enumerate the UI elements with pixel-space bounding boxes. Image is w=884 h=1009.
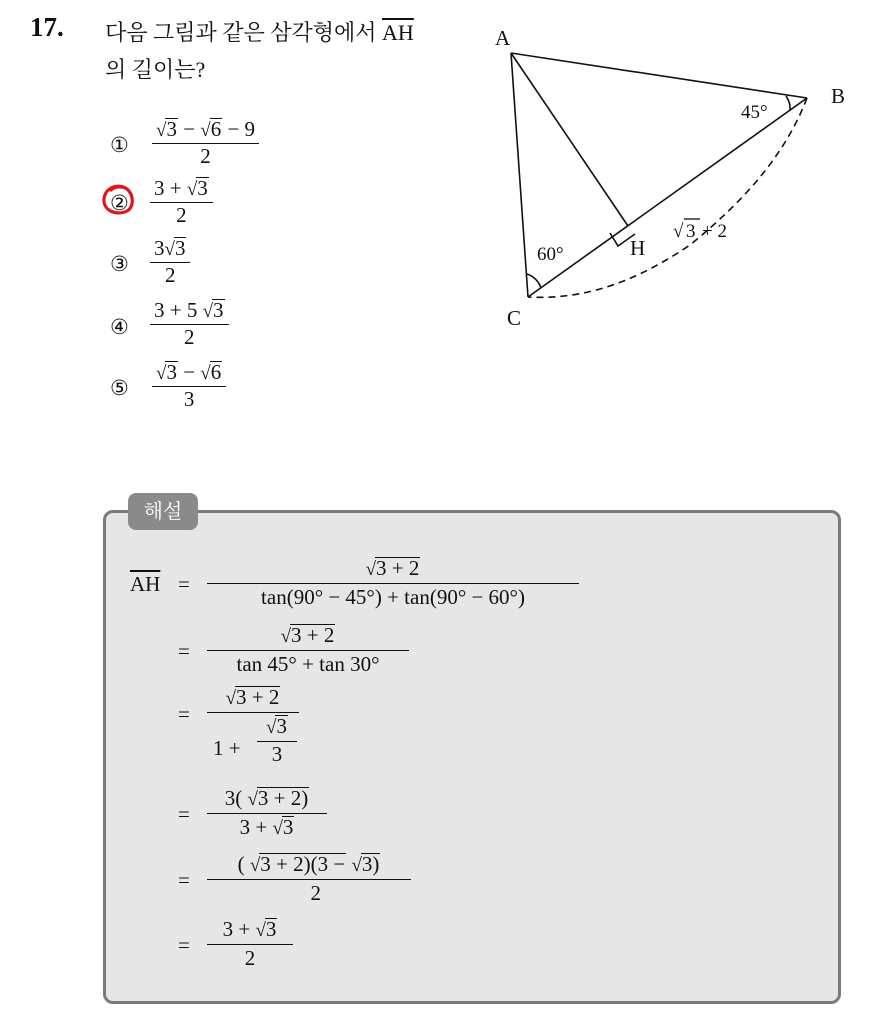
solution-lhs: $\overline{AH}$: [130, 572, 161, 596]
length-bc-suffix: + 2: [702, 221, 727, 242]
altitude-ah: [511, 53, 628, 226]
option-4-number[interactable]: ④: [110, 315, 129, 339]
option-1-number[interactable]: ①: [110, 133, 129, 157]
step-2: √3 + 2 tan 45° + tan 30°: [207, 622, 409, 677]
equals-5: =: [178, 868, 190, 892]
equals-1: =: [178, 572, 190, 596]
angle-c-label: 60°: [537, 244, 564, 265]
label-h: H: [630, 236, 646, 260]
step-4: 3( √3 + 2) 3 + √3: [207, 785, 327, 842]
question-text-line2: 의 길이는?: [105, 57, 206, 82]
option-3-fraction[interactable]: $\frac{3√3}{2}$: [150, 236, 190, 287]
question-text-line1: 다음 그림과 같은 삼각형에서: [105, 20, 377, 45]
label-c: C: [507, 306, 522, 330]
side-ab: [511, 53, 807, 98]
question-number: 17.: [30, 12, 64, 42]
option-1-fraction[interactable]: $\frac{√3 - √6 - 9}{2}$: [152, 117, 259, 168]
equals-6: =: [178, 933, 190, 957]
angle-b-label: 45°: [741, 102, 768, 123]
side-cb: [528, 98, 807, 297]
question-text: [105, 14, 475, 88]
length-bc-radicand: 3: [686, 221, 696, 242]
segment-ah: $\overline{AH}$: [382, 20, 414, 45]
step-1: √3 + 2 tan(90° − 45°) + tan(90° − 60°): [207, 555, 579, 610]
solution-tag: 해설: [128, 493, 198, 530]
angle-b-arc: [786, 96, 790, 111]
angle-c-arc: [527, 274, 541, 288]
side-ac: [511, 53, 528, 297]
equals-4: =: [178, 802, 190, 826]
option-5-number[interactable]: ⑤: [110, 376, 129, 400]
length-bc-radical: √: [673, 221, 684, 242]
equals-3: =: [178, 702, 190, 726]
label-a: A: [495, 26, 511, 50]
option-2-fraction[interactable]: $\frac{3 + √3}{2}$: [150, 176, 213, 227]
step-6: 3 + √3 2: [207, 916, 293, 971]
option-5-fraction[interactable]: $\frac{√3 - √6}{3}$: [152, 360, 226, 411]
equals-2: =: [178, 639, 190, 663]
triangle-diagram: [485, 20, 865, 340]
option-4-fraction[interactable]: $\frac{3 + 5 √3}{2}$: [150, 298, 229, 349]
option-2-number[interactable]: ②: [110, 191, 129, 215]
step-5: ( √3 + 2)(3 − √3) 2: [207, 851, 411, 906]
step-3: √3 + 2 1 + √3 3: [207, 684, 299, 773]
option-3-number[interactable]: ③: [110, 252, 129, 276]
label-b: B: [831, 84, 846, 108]
